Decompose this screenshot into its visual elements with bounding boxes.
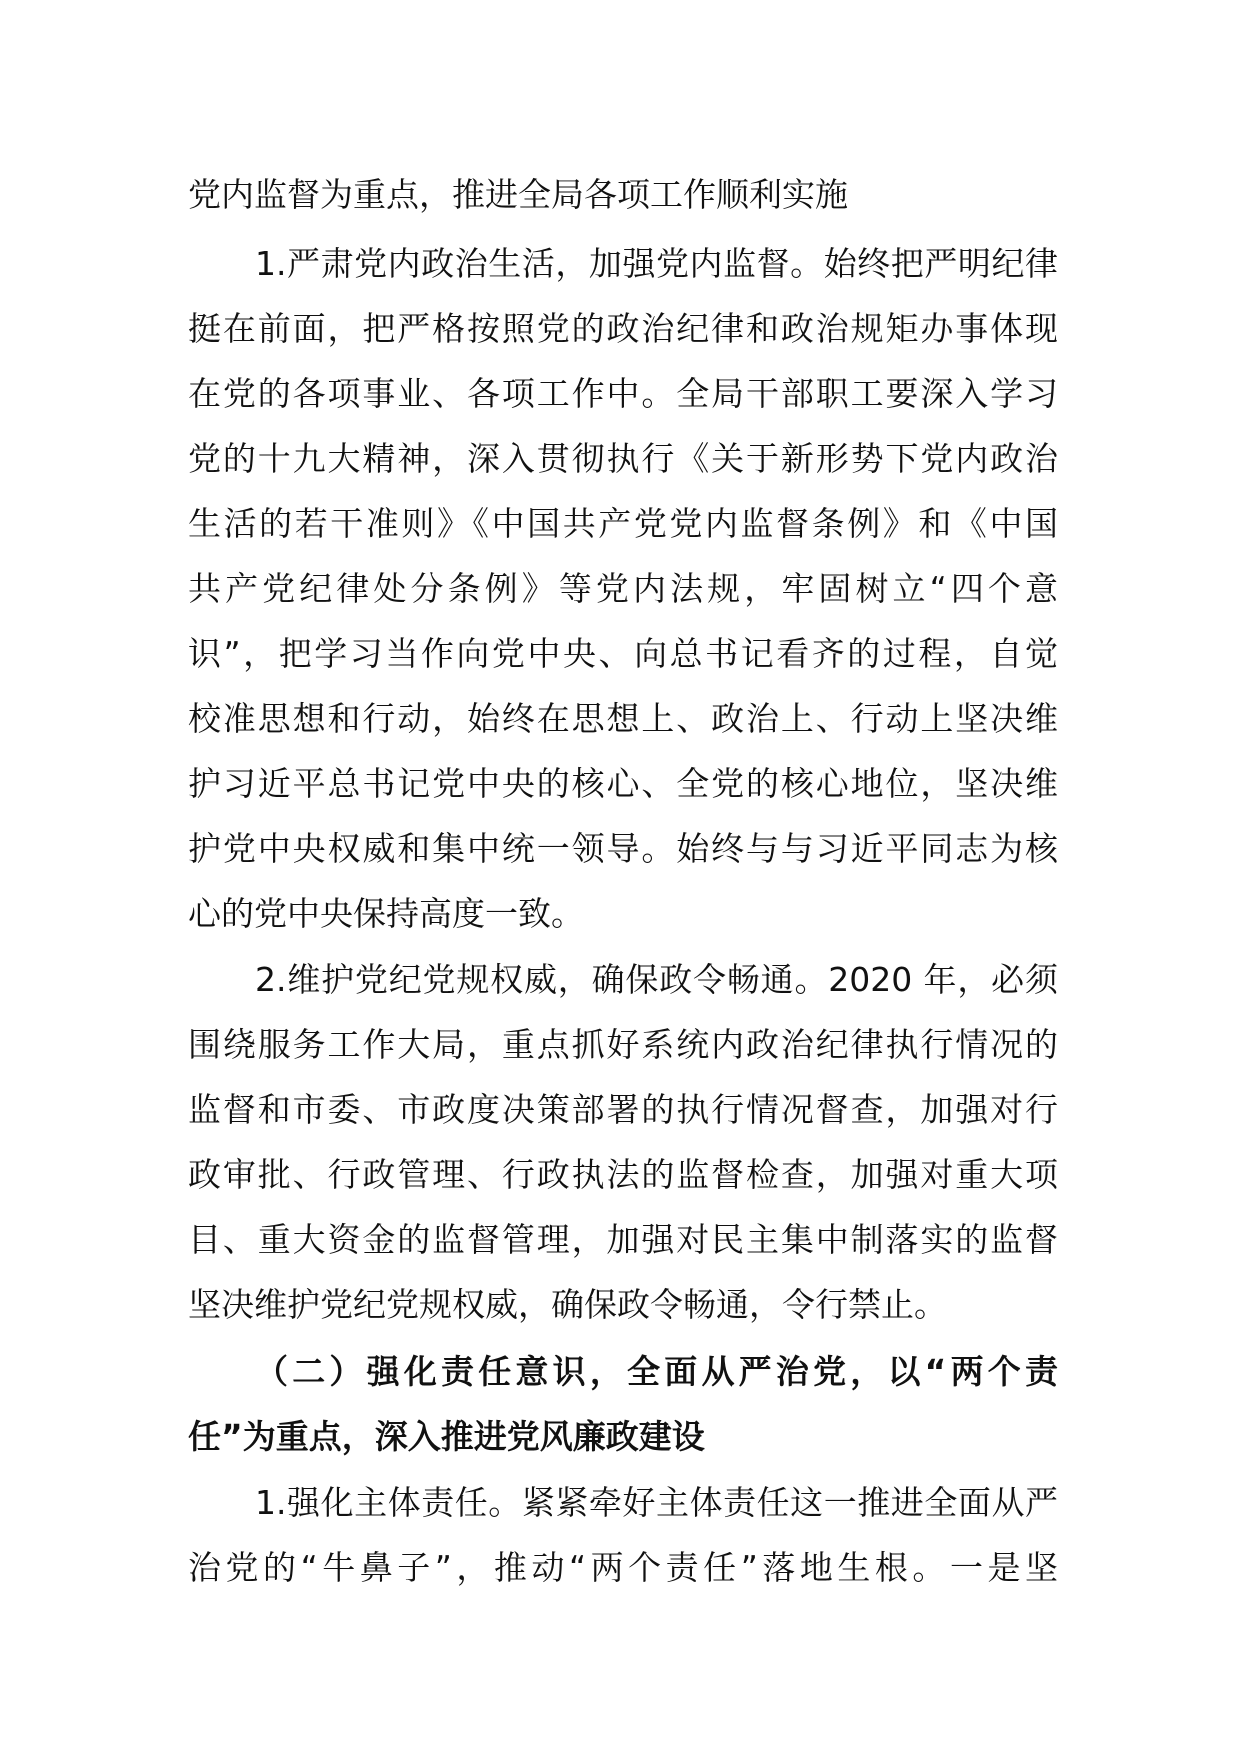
paragraph-line: 治党的“牛鼻子”，推动“两个责任”落地生根。一是坚 (188, 1548, 1058, 1587)
paragraph-line: 围绕服务工作大局，重点抓好系统内政治纪律执行情况的 (188, 1025, 1058, 1064)
paragraph-line: 政审批、行政管理、行政执法的监督检查，加强对重大项 (188, 1155, 1058, 1194)
paragraph-line: 心的党中央保持高度一致。 (188, 894, 584, 933)
paragraph-line: 校准思想和行动，始终在思想上、政治上、行动上坚决维 (188, 699, 1058, 738)
paragraph-line: 监督和市委、市政度决策部署的执行情况督查，加强对行 (188, 1090, 1058, 1129)
paragraph-line: 共产党纪律处分条例》等党内法规，牢固树立“四个意 (188, 569, 1058, 608)
paragraph-line: 识”，把学习当作向党中央、向总书记看齐的过程，自觉 (188, 634, 1058, 673)
paragraph-line: 1.强化主体责任。紧紧牵好主体责任这一推进全面从严 (255, 1483, 1058, 1522)
paragraph-line: 护习近平总书记党中央的核心、全党的核心地位，坚决维 (188, 764, 1058, 803)
paragraph-line: 1.严肃党内政治生活，加强党内监督。始终把严明纪律 (255, 244, 1058, 283)
paragraph-line: 坚决维护党纪党规权威，确保政令畅通，令行禁止。 (188, 1285, 947, 1324)
paragraph-line: 护党中央权威和集中统一领导。始终与与习近平同志为核 (188, 829, 1058, 868)
paragraph-line: 党内监督为重点，推进全局各项工作顺利实施 (188, 175, 848, 214)
paragraph-line: 在党的各项事业、各项工作中。全局干部职工要深入学习 (188, 374, 1058, 413)
paragraph-line: 2.维护党纪党规权威，确保政令畅通。2020 年，必须 (255, 960, 1058, 999)
paragraph-line: 党的十九大精神，深入贯彻执行《关于新形势下党内政治 (188, 439, 1058, 478)
section-heading: （二）强化责任意识，全面从严治党，以“两个责 (255, 1352, 1058, 1391)
paragraph-line: 生活的若干准则》《中国共产党党内监督条例》和《中国 (188, 504, 1058, 543)
paragraph-line: 挺在前面，把严格按照党的政治纪律和政治规矩办事体现 (188, 309, 1058, 348)
paragraph-line: 目、重大资金的监督管理，加强对民主集中制落实的监督 (188, 1220, 1058, 1259)
section-heading: 任”为重点，深入推进党风廉政建设 (188, 1417, 705, 1456)
